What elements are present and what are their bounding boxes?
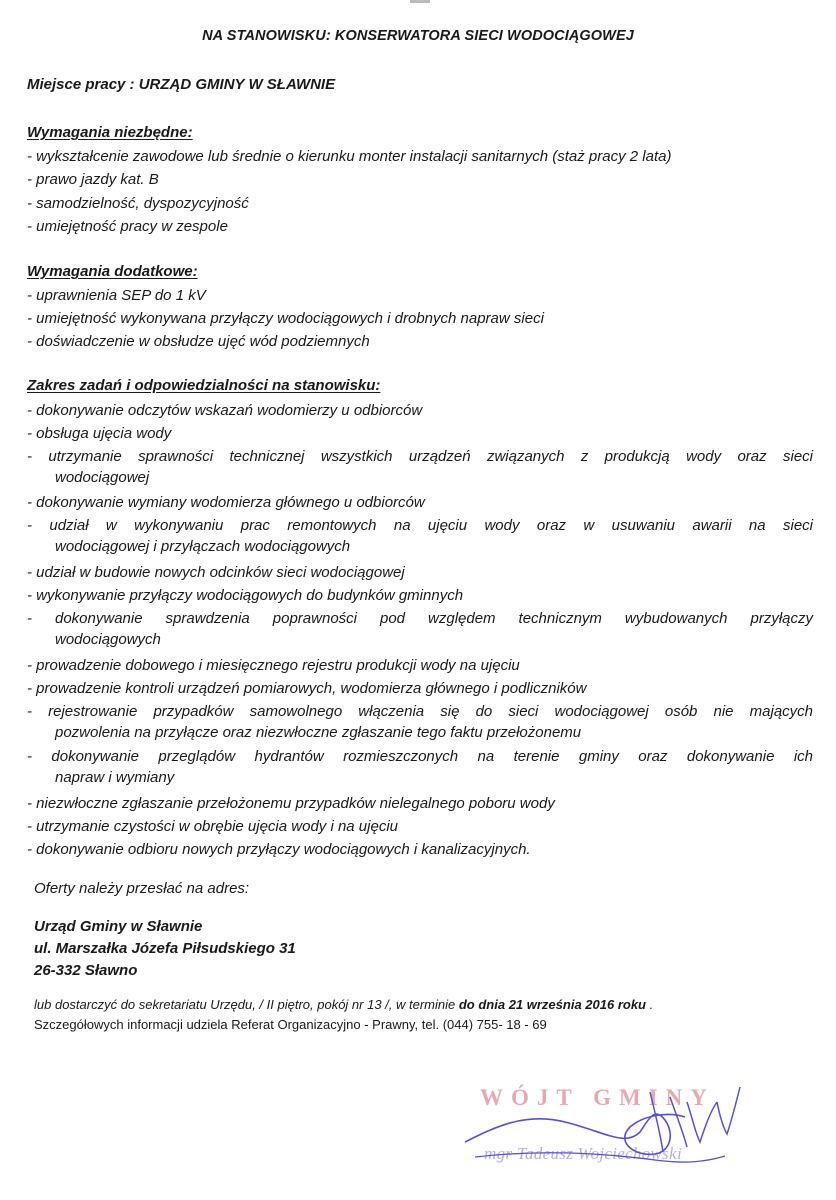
- list-item: - umiejętność pracy w zespole: [27, 218, 228, 235]
- list-item: - umiejętność wykonywana przyłączy wodociągowych i drobnych napraw sieci: [27, 310, 544, 327]
- list-item-continuation: wodociągowej i przyłączach wodociągowych: [55, 538, 351, 555]
- list-item: - wykształcenie zawodowe lub średnie o kierunku monter instalacji sanitarnych (staż pracy 2 lata): [27, 148, 672, 165]
- list-item: - prowadzenie kontroli urządzeń pomiarowych, wodomierza głównego i podliczników: [27, 680, 587, 697]
- list-item: - dokonywanie przeglądów hydrantów rozmieszczonych na terenie gminy oraz dokonywanie ich: [27, 748, 813, 765]
- list-item-continuation: pozwolenia na przyłącze oraz niezwłoczne zgłaszanie tego faktu przełożonemu: [55, 724, 582, 741]
- list-item: - udział w wykonywaniu prac remontowych na ujęciu wody oraz w usuwaniu awarii na sieci: [27, 517, 813, 534]
- deadline: do dnia 21 września 2016 roku: [458, 997, 646, 1012]
- list-item: - dokonywanie odczytów wskazań wodomierzy u odbiorców: [27, 402, 423, 419]
- address-line: Urząd Gminy w Sławnie: [34, 918, 203, 935]
- official-stamp-name: mgr Tadeusz Wojciechowski: [484, 1144, 682, 1163]
- list-item: - prowadzenie dobowego i miesięcznego rejestru produkcji wody na ujęciu: [27, 657, 520, 674]
- list-item: - utrzymanie sprawności technicznej wszystkich urządzeń związanych z produkcją wody oraz sieci: [27, 448, 813, 465]
- list-item: - doświadczenie w obsłudze ujęć wód podziemnych: [27, 333, 370, 350]
- delivery-text: [34, 997, 653, 1012]
- list-item: - prawo jazdy kat. B: [27, 171, 159, 188]
- list-item: - obsługa ujęcia wody: [27, 425, 172, 442]
- list-item: - wykonywanie przyłączy wodociągowych do budynków gminnych: [27, 587, 464, 604]
- list-item: - dokonywanie sprawdzenia poprawności pod względem technicznym wybudowanych przyłączy: [27, 610, 813, 627]
- handwritten-signature: [455, 1072, 755, 1182]
- delivery-suffix: .: [646, 997, 654, 1012]
- offer-text: Oferty należy przesłać na adres:: [34, 880, 250, 897]
- delivery-prefix: lub dostarczyć do sekretariatu Urzędu, / II piętro, pokój nr 13 /, w terminie: [34, 997, 459, 1012]
- list-item: - udział w budowie nowych odcinków sieci wodociągowej: [27, 564, 405, 581]
- workplace-line: Miejsce pracy : URZĄD GMINY W SŁAWNIE: [27, 76, 336, 93]
- list-item: - uprawnienia SEP do 1 kV: [27, 287, 206, 304]
- required-heading: Wymagania niezbędne:: [27, 124, 193, 141]
- address-line: ul. Marszałka Józefa Piłsudskiego 31: [34, 940, 296, 957]
- list-item-continuation: napraw i wymiany: [55, 769, 175, 786]
- list-item-continuation: wodociągowej: [55, 469, 150, 486]
- list-item: - rejestrowanie przypadków samowolnego włączenia się do sieci wodociągowej osób nie mających: [27, 703, 813, 720]
- list-item: - niezwłoczne zgłaszanie przełożonemu przypadków nielegalnego poboru wody: [27, 795, 555, 812]
- page-title: NA STANOWISKU: KONSERWATORA SIECI WODOCIĄGOWEJ: [202, 28, 634, 44]
- list-item: - dokonywanie wymiany wodomierza głównego u odbiorców: [27, 494, 425, 511]
- list-item-continuation: wodociągowych: [55, 631, 161, 648]
- official-stamp-title: WÓJT GMINY: [480, 1085, 715, 1110]
- address-line: 26-332 Sławno: [34, 962, 138, 979]
- scan-mark: [410, 0, 430, 3]
- additional-heading: Wymagania dodatkowe:: [27, 263, 198, 280]
- duties-heading: Zakres zadań i odpowiedzialności na stanowisku:: [27, 377, 381, 394]
- list-item: - utrzymanie czystości w obrębie ujęcia wody i na ujęciu: [27, 818, 398, 835]
- contact-info: Szczegółowych informacji udziela Referat Organizacyjno - Prawny, tel. (044) 755- 18 - 69: [34, 1017, 547, 1032]
- list-item: - samodzielność, dyspozycyjność: [27, 195, 249, 212]
- list-item: - dokonywanie odbioru nowych przyłączy wodociągowych i kanalizacyjnych.: [27, 841, 531, 858]
